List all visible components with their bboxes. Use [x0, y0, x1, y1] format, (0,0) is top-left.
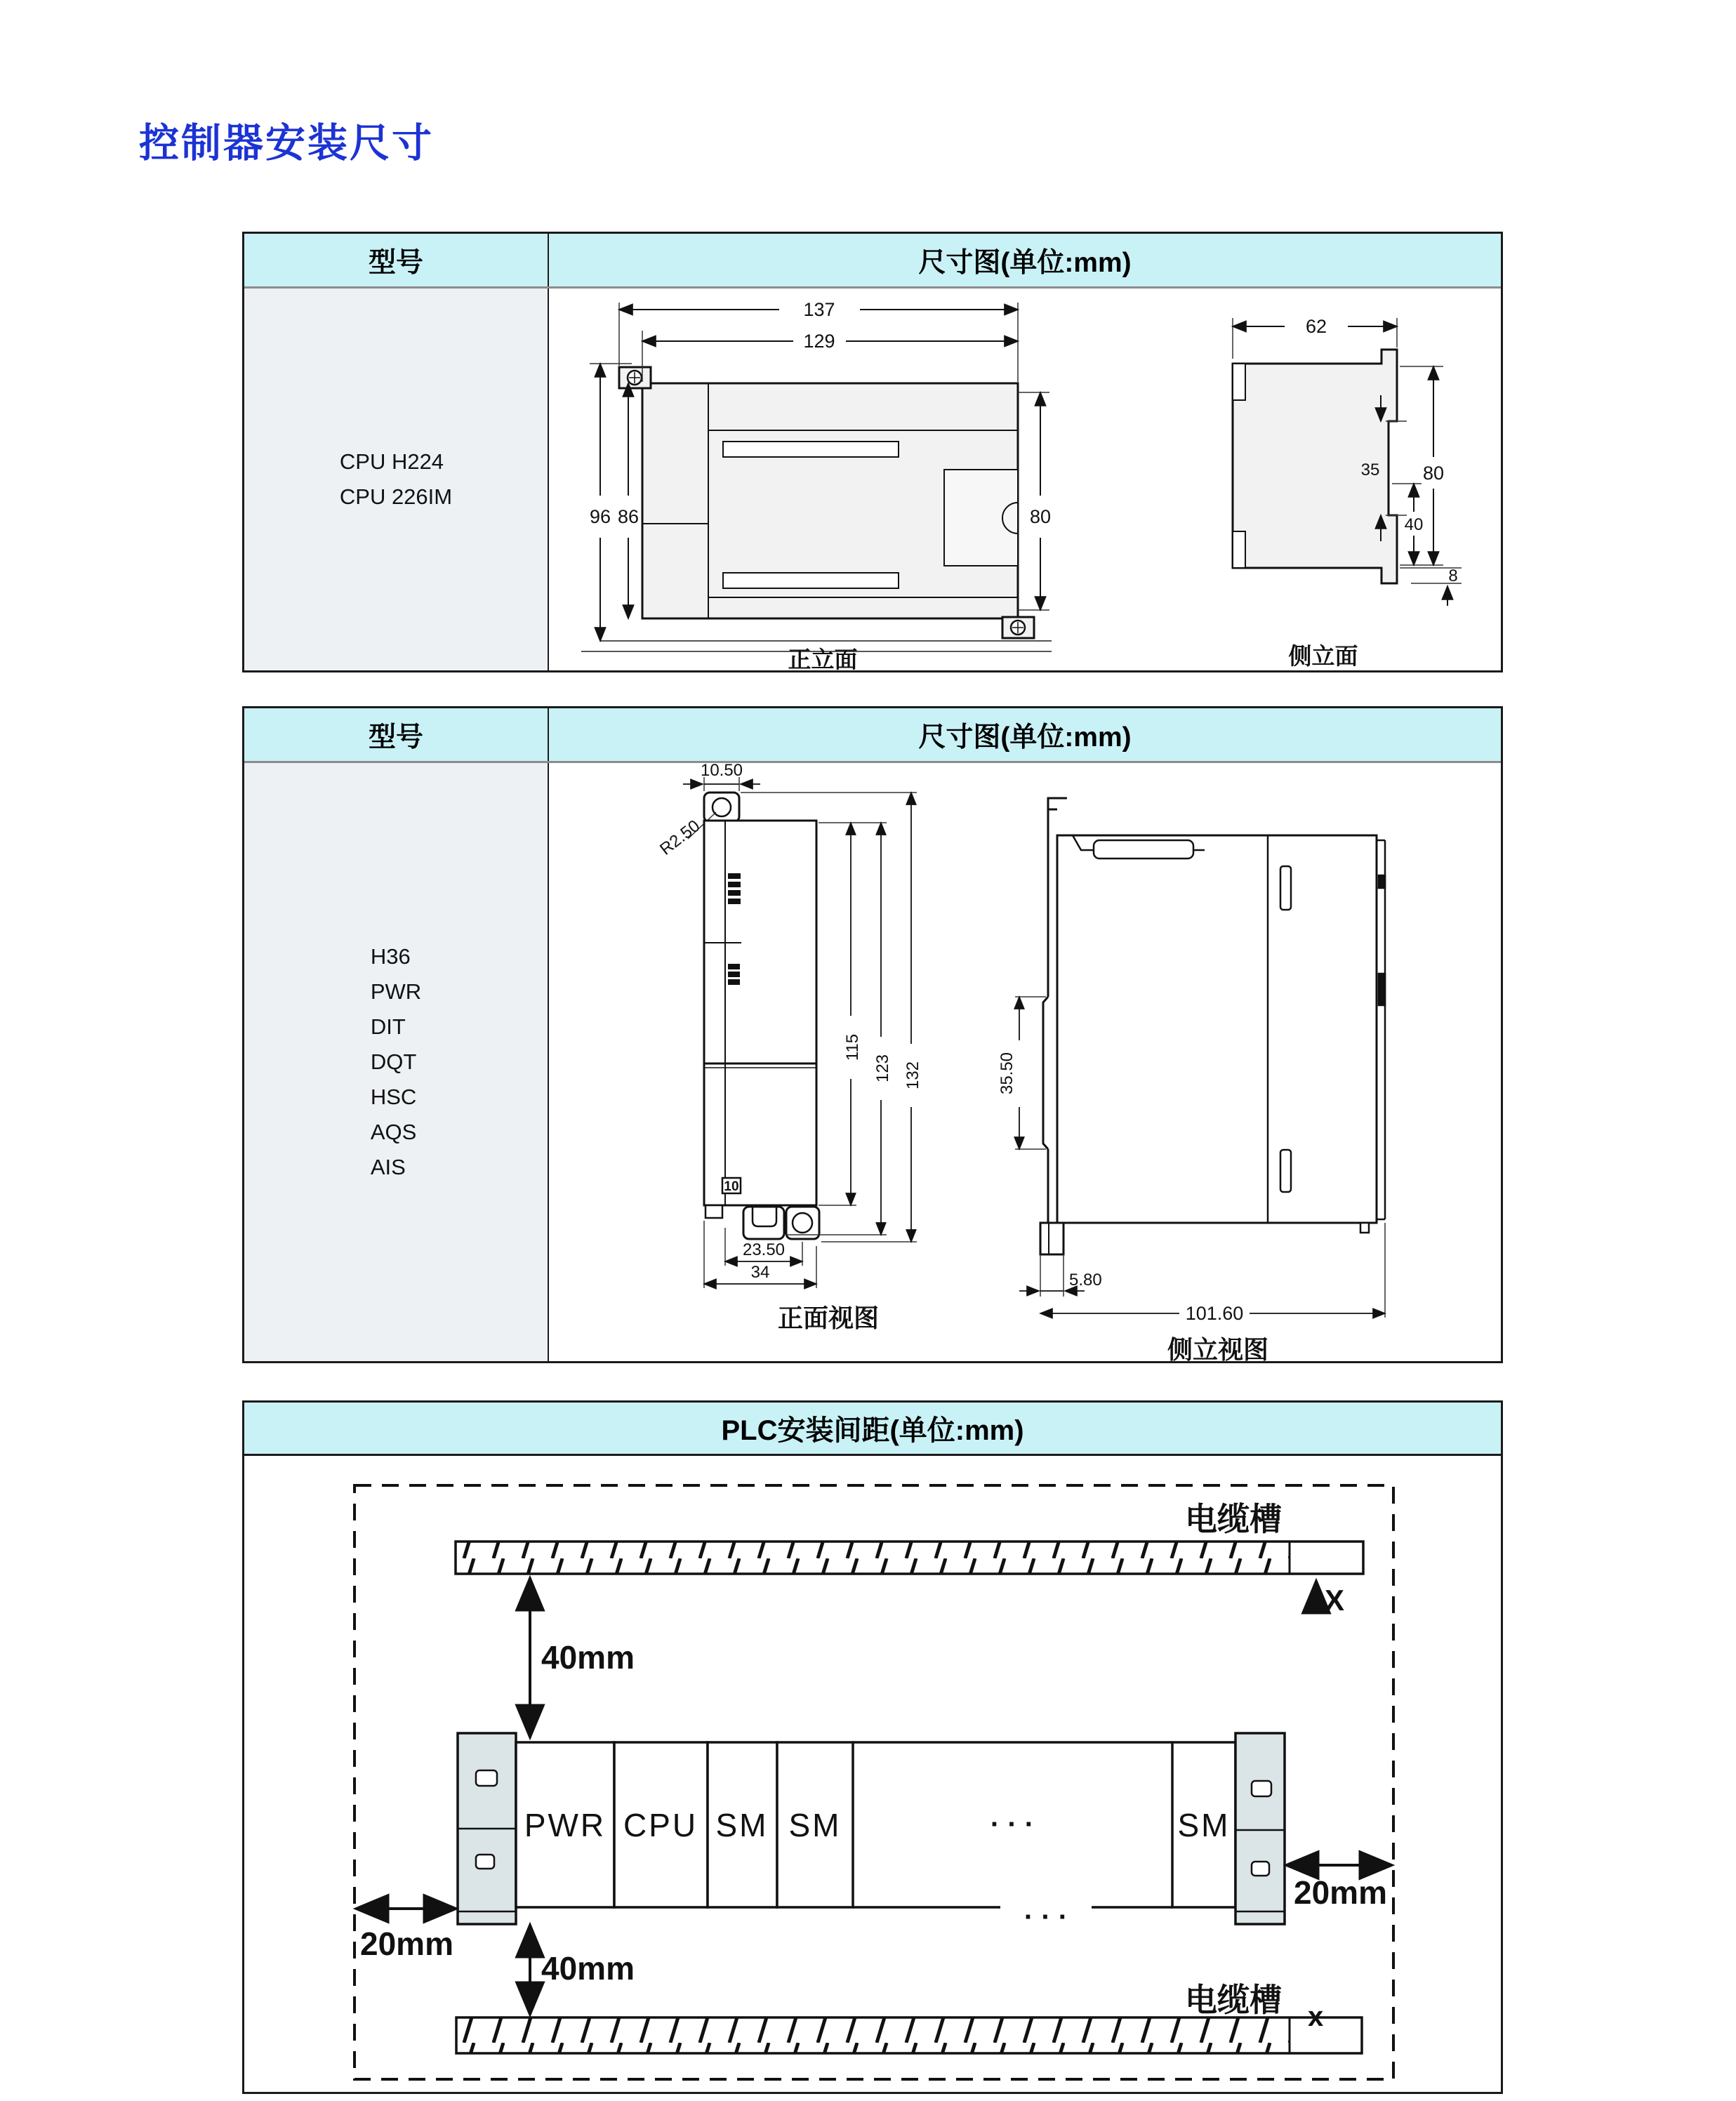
table2-drawing-cell: [549, 763, 1501, 1361]
dim-80-front: 80: [1029, 506, 1052, 527]
model-dqt: DQT: [370, 1049, 417, 1074]
dim-96: 96: [589, 506, 611, 527]
dim-10: 10: [724, 1179, 739, 1194]
dim-129: 129: [803, 331, 835, 352]
dim-10160: 101.60: [1185, 1303, 1244, 1324]
table1-drawing-cell: [549, 289, 1501, 670]
dim-1050: 10.50: [700, 763, 743, 780]
module-smn-label: SM: [1177, 1807, 1231, 1843]
table1-model-cell: [244, 289, 549, 670]
dim-2350: 23.50: [742, 1240, 786, 1259]
module-bottom-feet: [705, 1205, 819, 1239]
dim-r250: R2.50: [656, 816, 704, 859]
cpu-dimension-table: [242, 232, 1503, 672]
table2-dim-header: 尺寸图(单位:mm): [918, 722, 1132, 753]
cpu-front-elevation-drawing: [562, 289, 1053, 670]
cable-tray-bottom: [456, 2017, 1362, 2053]
table2-model-cell: [244, 763, 549, 1361]
module-side-view-label: 侧立视图: [1167, 1335, 1269, 1363]
dim-137: 137: [803, 299, 835, 320]
dim-80-side: 80: [1422, 463, 1445, 484]
model-h36: H36: [370, 944, 411, 969]
dim-62: 62: [1305, 316, 1327, 337]
cpu-side-elevation-drawing: [1179, 289, 1474, 670]
module-front-view-drawing: [611, 763, 948, 1363]
dim-8: 8: [1448, 566, 1458, 585]
dim-86: 86: [617, 506, 640, 527]
table2-model-header: 型号: [244, 708, 549, 761]
table1-header-row: [244, 234, 1501, 289]
module-cpu-label: CPU: [623, 1807, 698, 1843]
page-title: 控制器安装尺寸: [139, 121, 434, 166]
gap-top-label: 40mm: [541, 1639, 635, 1676]
table1-model-header: 型号: [244, 234, 549, 286]
table2-header-row: [244, 708, 1501, 763]
module-sm1-label: SM: [715, 1807, 769, 1843]
cable-tray-bottom-label: 电缆槽: [1185, 1982, 1282, 2018]
dim-123: 123: [873, 1054, 892, 1083]
x-axis-label-top: X: [1325, 1584, 1345, 1617]
model-dit: DIT: [370, 1014, 406, 1039]
table1-body-row: [244, 289, 1501, 670]
dim-580: 5.80: [1069, 1271, 1102, 1290]
side-view-label: 侧立面: [1288, 643, 1358, 669]
dim-115: 115: [843, 1033, 862, 1061]
gap-bottom-label: 40mm: [541, 1950, 635, 1987]
module-side-body: [1057, 835, 1377, 1223]
cable-tray-top-label: 电缆槽: [1185, 1501, 1282, 1537]
table1-dim-header: 尺寸图(单位:mm): [918, 247, 1132, 278]
dim-40: 40: [1404, 515, 1424, 534]
module-ellipsis-mid: · · ·: [990, 1809, 1035, 1840]
plc-spacing-diagram: [305, 1462, 1499, 2086]
module-front-body: [704, 821, 816, 1205]
module-sm2-label: SM: [788, 1807, 842, 1843]
x-axis-label-bottom: x: [1308, 2001, 1324, 2032]
module-side-view-drawing: [976, 763, 1411, 1363]
cable-tray-top: [456, 1542, 1363, 1574]
model-cpu-h224: CPU H224: [339, 449, 444, 474]
dim-132: 132: [903, 1061, 922, 1090]
model-pwr: PWR: [370, 979, 422, 1004]
right-bracket: [1235, 1733, 1285, 1924]
model-aqs: AQS: [370, 1120, 417, 1144]
model-ais: AIS: [370, 1155, 406, 1179]
plc-spacing-body: [244, 1456, 1501, 2094]
model-hsc: HSC: [370, 1085, 417, 1109]
module-top-hole: [713, 798, 731, 816]
table2-body-row: [244, 763, 1501, 1361]
plc-spacing-section: [242, 1400, 1503, 2094]
gap-left-label: 20mm: [360, 1926, 453, 1962]
module-front-view-label: 正面视图: [777, 1304, 880, 1332]
module-dimension-table: [242, 706, 1503, 1363]
dim-3550: 35.50: [998, 1052, 1016, 1095]
front-view-label: 正立面: [788, 647, 858, 670]
gap-right-label: 20mm: [1294, 1874, 1387, 1911]
model-cpu-226im: CPU 226IM: [339, 484, 453, 509]
module-pwr-label: PWR: [524, 1807, 607, 1843]
module-ellipsis-base: · · ·: [1023, 1902, 1068, 1933]
plc-spacing-header: PLC安装间距(单位:mm): [244, 1403, 1501, 1456]
dim-35: 35: [1360, 460, 1380, 479]
dim-34: 34: [750, 1263, 770, 1282]
